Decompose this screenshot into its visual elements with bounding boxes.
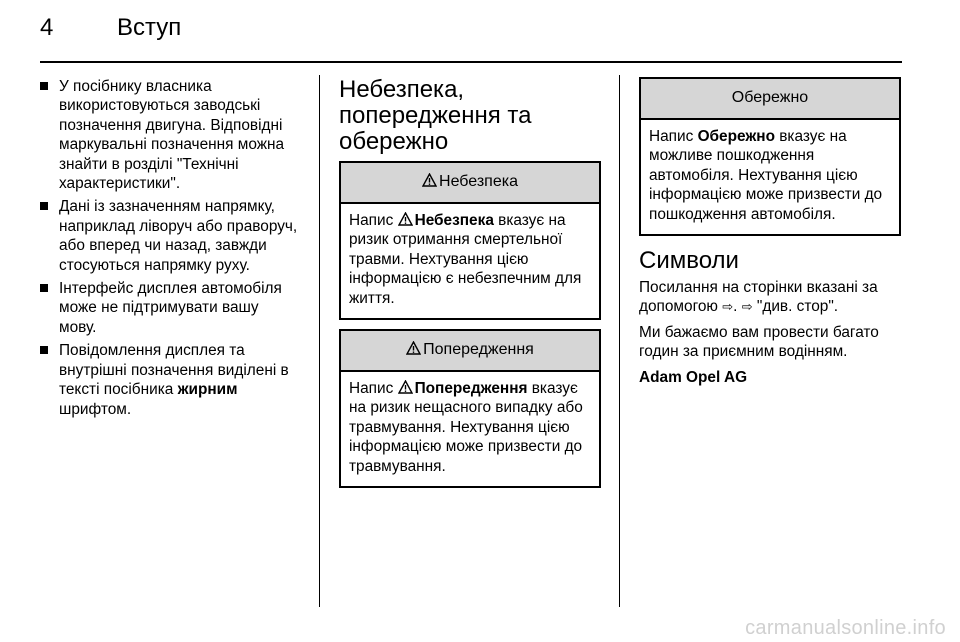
warning-triangle-icon xyxy=(398,212,413,226)
bullet-line: характеристики". xyxy=(59,175,181,193)
notice-text: Напис xyxy=(349,380,398,398)
bullet-line: наприклад ліворуч або праворуч, xyxy=(59,217,298,235)
bullet-line: знайти в розділі "Технічні xyxy=(59,155,239,173)
danger-notice-box xyxy=(339,161,601,320)
bullet-line: стосуються напрямку руху. xyxy=(59,256,250,274)
para-text: годин за приємним водінням. xyxy=(639,343,848,361)
warning-header-label: Попередження xyxy=(423,341,534,359)
symbols-paragraph xyxy=(639,278,901,317)
notice-text: інформацією може призвести до xyxy=(649,186,883,204)
bullet-line: може не підтримувати вашу xyxy=(59,299,259,317)
para-text: . xyxy=(733,298,742,316)
column-divider-left xyxy=(319,75,320,607)
bullet-line: використовуються заводські xyxy=(59,97,261,115)
bullet-line: мову. xyxy=(59,318,97,336)
bullet-item-display-messages xyxy=(40,341,310,419)
arrow-reference-icon: ⇨ xyxy=(741,299,753,315)
warning-triangle-icon xyxy=(406,341,421,355)
bullet-line: Дані із зазначенням напрямку, xyxy=(59,198,275,216)
column-middle xyxy=(339,77,601,497)
column-divider-right xyxy=(619,75,620,607)
bullet-line: Інтерфейс дисплея автомобіля xyxy=(59,280,282,298)
notice-text: вказує на xyxy=(774,128,847,145)
notice-text: Напис xyxy=(349,212,398,229)
signature: Adam Opel AG xyxy=(639,368,748,386)
bullet-line: маркувальні позначення можна xyxy=(59,136,285,154)
section-heading-notices xyxy=(339,77,601,155)
arrow-reference-icon: ⇨ xyxy=(722,299,734,315)
header-rule xyxy=(40,61,902,63)
notice-text: життя. xyxy=(349,289,395,307)
bullet-line: тексті посібника xyxy=(59,381,178,399)
notice-bold-word: Попередження xyxy=(414,380,528,398)
notice-text: травмування. Нехтування цією xyxy=(349,418,570,436)
bullet-line: внутрішні позначення виділені в xyxy=(59,361,289,379)
para-text: Ми бажаємо вам провести багато xyxy=(639,323,879,341)
danger-notice-header xyxy=(341,163,599,204)
bullet-square-icon xyxy=(40,202,48,210)
notice-bold-word: Обережно xyxy=(697,128,775,145)
heading-line: обережно xyxy=(339,128,449,155)
warning-triangle-icon xyxy=(398,380,413,394)
bullet-line: У посібнику власника xyxy=(59,78,212,95)
notice-text: на ризик нещасного випадку або xyxy=(349,399,583,417)
caution-notice-box xyxy=(639,77,901,236)
notice-bold-word: Небезпека xyxy=(414,212,494,229)
caution-header-label: Обережно xyxy=(731,89,809,106)
warning-notice-header xyxy=(341,331,599,372)
bold-word: жирним xyxy=(177,381,238,399)
bullet-line: або вперед чи назад, завжди xyxy=(59,237,267,255)
notice-text: травми. Нехтування цією xyxy=(349,250,529,268)
warning-notice-box xyxy=(339,329,601,488)
notice-text: Напис xyxy=(649,128,698,145)
para-text: допомогою xyxy=(639,298,723,316)
para-text: "див. стор". xyxy=(752,298,839,316)
danger-notice-body xyxy=(341,204,599,318)
warning-triangle-icon xyxy=(422,173,437,187)
page-number: 4 xyxy=(40,14,54,41)
section-heading-symbols: Символи xyxy=(639,247,739,275)
notice-text: пошкодження автомобіля. xyxy=(649,205,836,223)
heading-line: попередження та xyxy=(339,102,532,129)
bullet-list xyxy=(40,77,310,419)
bullet-line: позначення двигуна. Відповідні xyxy=(59,116,283,134)
page-title: Вступ xyxy=(117,14,182,41)
notice-text: вказує на xyxy=(493,212,566,229)
para-text: Посилання на сторінки вказані за xyxy=(639,279,878,297)
notice-text: ризик отримання смертельної xyxy=(349,231,563,249)
notice-text: травмування. xyxy=(349,457,446,475)
bullet-item-engine-codes xyxy=(40,77,310,193)
danger-header-label: Небезпека xyxy=(439,173,518,190)
bullet-line: шрифтом. xyxy=(59,400,132,418)
notice-text: автомобіля. Нехтування цією xyxy=(649,166,858,184)
column-left xyxy=(40,77,310,423)
bullet-square-icon xyxy=(40,346,48,354)
bullet-line: Повідомлення дисплея та xyxy=(59,342,245,360)
bullet-item-display-language xyxy=(40,279,310,337)
column-right xyxy=(639,77,901,387)
notice-text: інформацією є небезпечним для xyxy=(349,270,582,288)
bullet-square-icon xyxy=(40,284,48,292)
notice-text: інформацією може призвести до xyxy=(349,438,583,456)
bullet-item-directions xyxy=(40,197,310,275)
wish-paragraph xyxy=(639,323,901,362)
notice-text: вказує xyxy=(527,380,578,398)
caution-notice-body xyxy=(641,120,899,234)
heading-line: Небезпека, xyxy=(339,76,465,103)
caution-notice-header xyxy=(641,79,899,120)
notice-text: можливе пошкодження xyxy=(649,147,815,165)
bullet-square-icon xyxy=(40,82,48,90)
watermark: carmanualsonline.info xyxy=(745,617,946,639)
warning-notice-body xyxy=(341,372,599,486)
